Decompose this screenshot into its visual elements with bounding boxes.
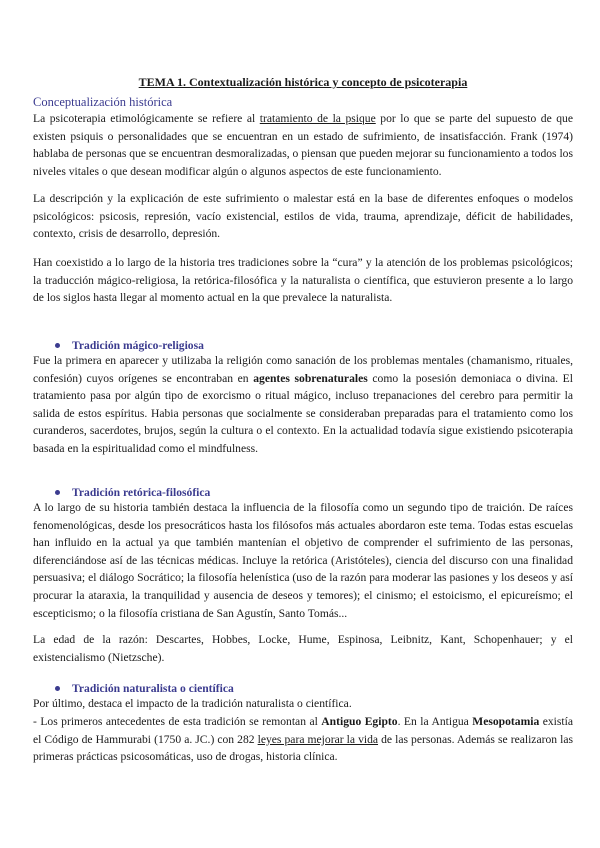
text-run: La psicoterapia etimológicamente se refiere al: [33, 112, 260, 125]
heading-label: Tradición retórica-filosófica: [72, 486, 211, 499]
text-run: de las personas. Además se realizaron las primeras prácticas psicosomáticas, uso de drogas, historia clínica.: [33, 732, 573, 764]
paragraph-intro: [33, 110, 573, 180]
bold-text: agentes sobrenaturales: [253, 371, 368, 385]
bullet-icon: [55, 490, 60, 495]
section-subtitle: Conceptualización histórica: [33, 95, 173, 109]
text-run: como la posesión demoniaca o divina. El tratamiento pasa por algún tipo de exorcismo o ritual mágico, incluso trepanaciones del cerebro para permitir la salida de estos espíritus. Habia personas que socialmente se consideraban preparadas para el tratamiento como los curanderos, sacerdotes, brujos, según la cultura o el contexto. En la actualidad todavía sigue existiendo psicoterapia basada en la espiritualidad como el mindfulness.: [33, 371, 573, 455]
paragraph-description: La descripción y la explicación de este sufrimiento o malestar está en la base de diferentes enfoques o modelos psicológicos: psicosis, represión, vacío existencial, estilos de vida, trauma, aprendizaje, déficit de habilidades, contexto, crisis de desarrollo, depresión.: [33, 192, 573, 241]
bold-text: Antiguo Egipto: [321, 715, 398, 728]
paragraph-naturalista-antecedentes: [33, 713, 573, 766]
heading-label: Tradición mágico-religiosa: [72, 339, 204, 352]
page-title: TEMA 1. Contextualización histórica y concepto de psicoterapia: [138, 75, 468, 89]
text-run: . En la Antigua: [397, 715, 473, 728]
text-run: - Los primeros antecedentes de esta tradición se remontan al: [33, 715, 322, 728]
paragraph-traditions: Han coexistido a lo largo de la historia tres tradiciones sobre la “cura” y la atención de los problemas psicológicos; la traducción mágico-religiosa, la retórica-filosófica y la naturalista o científica, que estuvieron presente a lo largo de los siglos hasta llegar al momento actual en la que prevalece la naturalista.: [33, 256, 573, 305]
heading-label: Tradición naturalista o científica: [72, 682, 234, 695]
bold-text: Mesopotamia: [472, 715, 540, 728]
paragraph-magico-religiosa: [33, 352, 573, 458]
underlined-text: tratamiento de la psique: [259, 112, 376, 125]
underlined-text: leyes para mejorar la vida: [257, 732, 379, 746]
text-run: Fue la primera en aparecer y utilizaba la religión como sanación de los problemas mentales (chamanismo, rituales, confesión) cuyos orígenes se encontraban en: [33, 354, 573, 385]
paragraph-edad-razon: La edad de la razón: Descartes, Hobbes, Locke, Hume, Espinosa, Leibnitz, Kant, Schopenhauer; y el existencialismo (Nietzsche).: [33, 633, 573, 664]
paragraph-retorica-filosofica: A lo largo de su historia también destaca la influencia de la filosofía como un segundo tipo de traición. De raíces fenomenológicas, desde los presocráticos hasta los filósofos más actuales abordaron este tema. Todas estas escuelas han influido en la actual ya que también mantenían el objetivo de comprender el sufrimiento de las personas, diferenciándose así de las técnicas médicas. Incluye la retórica (Aristóteles), ciencia del discurso con una finalidad persuasiva; el diálogo Socrático; la filosofía helenística (uso de la razón para moderar las pasiones y los deseos y así procurar la ataraxia, la tranquilidad y ausencia de deseos y temores); el cinismo; el estoicismo, el epicureísmo; el escepticismo; o la filosofía cristiana de San Agustín, Santo Tomás...: [33, 501, 573, 620]
bullet-icon: [55, 343, 60, 348]
text-run: existía el Código de Hammurabi (1750 a. JC.) con 282: [33, 715, 573, 746]
paragraph-naturalista-intro: Por último, destaca el impacto de la tradición naturalista o científica.: [33, 697, 352, 710]
text-run: por lo que se parte del supuesto de que existen psiquis o personalidades que se encuentran en un estado de sufrimiento, de insatisfacción. Frank (1974) hablaba de personas que se encuentran desmoralizadas, o piensan que pueden mejorar su funcionamiento a todos los niveles vitales o que desean modificar algún o algunos aspectos de este funcionamiento.: [33, 112, 574, 178]
bullet-icon: [55, 686, 60, 691]
